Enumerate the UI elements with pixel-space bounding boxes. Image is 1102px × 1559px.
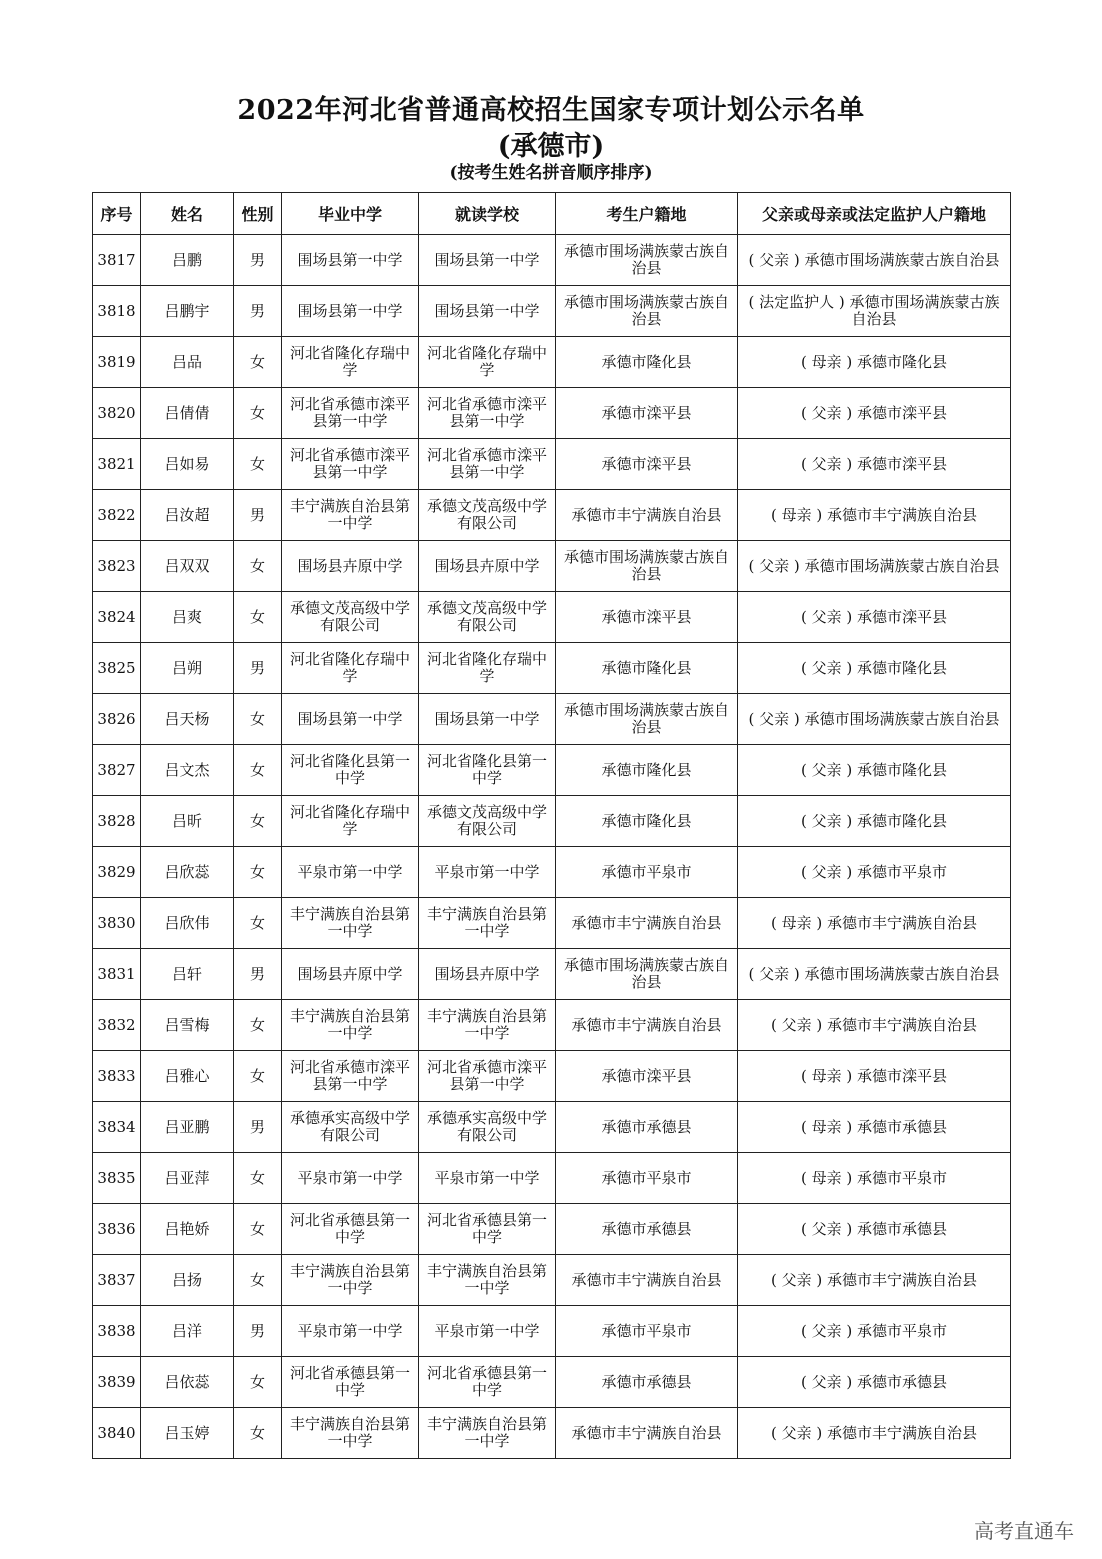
table-row — [93, 337, 1011, 388]
current-school-cell: 河北省承德市滦平县第一中学 — [419, 388, 556, 439]
gender-cell: 女 — [234, 541, 282, 592]
graduation-school-cell: 河北省承德市滦平县第一中学 — [282, 1051, 419, 1102]
name-cell: 吕双双 — [141, 541, 234, 592]
student-residence-cell: 承德市滦平县 — [556, 1051, 738, 1102]
gender-cell: 女 — [234, 1357, 282, 1408]
student-residence-cell: 承德市丰宁满族自治县 — [556, 1408, 738, 1459]
current-school-cell: 河北省隆化存瑞中学 — [419, 643, 556, 694]
graduation-school-cell: 承德文茂高级中学有限公司 — [282, 592, 419, 643]
gender-cell: 男 — [234, 1306, 282, 1357]
serial-number-cell: 3833 — [93, 1051, 141, 1102]
student-residence-cell: 承德市围场满族蒙古族自治县 — [556, 694, 738, 745]
student-residence-cell: 承德市承德县 — [556, 1204, 738, 1255]
guardian-residence-cell: ( 母亲 ) 承德市丰宁满族自治县 — [738, 898, 1011, 949]
guardian-residence-cell: ( 母亲 ) 承德市平泉市 — [738, 1153, 1011, 1204]
current-school-cell: 河北省隆化县第一中学 — [419, 745, 556, 796]
serial-number-cell: 3826 — [93, 694, 141, 745]
name-cell: 吕爽 — [141, 592, 234, 643]
current-school-cell: 围场县第一中学 — [419, 235, 556, 286]
graduation-school-cell: 围场县卉原中学 — [282, 949, 419, 1000]
name-cell: 吕亚萍 — [141, 1153, 234, 1204]
student-residence-cell: 承德市平泉市 — [556, 1153, 738, 1204]
gender-cell: 女 — [234, 1255, 282, 1306]
serial-number-cell: 3832 — [93, 1000, 141, 1051]
serial-number-cell: 3824 — [93, 592, 141, 643]
name-cell: 吕欣伟 — [141, 898, 234, 949]
serial-number-cell: 3820 — [93, 388, 141, 439]
student-residence-cell: 承德市围场满族蒙古族自治县 — [556, 541, 738, 592]
current-school-cell: 丰宁满族自治县第一中学 — [419, 1000, 556, 1051]
name-cell: 吕汝超 — [141, 490, 234, 541]
guardian-residence-cell: ( 父亲 ) 承德市承德县 — [738, 1204, 1011, 1255]
current-school-cell: 河北省承德县第一中学 — [419, 1204, 556, 1255]
watermark: 高考直通车 — [974, 1519, 1074, 1543]
gender-cell: 男 — [234, 235, 282, 286]
current-school-cell: 河北省承德市滦平县第一中学 — [419, 439, 556, 490]
name-cell: 吕扬 — [141, 1255, 234, 1306]
guardian-residence-cell: ( 父亲 ) 承德市丰宁满族自治县 — [738, 1000, 1011, 1051]
student-residence-cell: 承德市丰宁满族自治县 — [556, 1255, 738, 1306]
gender-cell: 女 — [234, 1051, 282, 1102]
table-row — [93, 745, 1011, 796]
gender-cell: 女 — [234, 796, 282, 847]
name-cell: 吕朔 — [141, 643, 234, 694]
serial-number-cell: 3840 — [93, 1408, 141, 1459]
guardian-residence-cell: ( 父亲 ) 承德市围场满族蒙古族自治县 — [738, 235, 1011, 286]
gender-cell: 男 — [234, 643, 282, 694]
table-row — [93, 388, 1011, 439]
graduation-school-cell: 平泉市第一中学 — [282, 847, 419, 898]
name-cell: 吕雪梅 — [141, 1000, 234, 1051]
graduation-school-cell: 丰宁满族自治县第一中学 — [282, 1255, 419, 1306]
current-school-cell: 平泉市第一中学 — [419, 847, 556, 898]
current-school-cell: 河北省承德市滦平县第一中学 — [419, 1051, 556, 1102]
table-row — [93, 643, 1011, 694]
current-school-cell: 丰宁满族自治县第一中学 — [419, 1408, 556, 1459]
name-cell: 吕亚鹏 — [141, 1102, 234, 1153]
name-cell: 吕倩倩 — [141, 388, 234, 439]
student-residence-cell: 承德市隆化县 — [556, 796, 738, 847]
gender-cell: 女 — [234, 847, 282, 898]
name-cell: 吕艳娇 — [141, 1204, 234, 1255]
name-cell: 吕品 — [141, 337, 234, 388]
guardian-residence-cell: ( 父亲 ) 承德市承德县 — [738, 1357, 1011, 1408]
graduation-school-cell: 丰宁满族自治县第一中学 — [282, 1408, 419, 1459]
column-header: 就读学校 — [419, 193, 556, 235]
serial-number-cell: 3821 — [93, 439, 141, 490]
table-body — [93, 235, 1011, 1459]
guardian-residence-cell: ( 父亲 ) 承德市隆化县 — [738, 745, 1011, 796]
guardian-residence-cell: ( 父亲 ) 承德市围场满族蒙古族自治县 — [738, 949, 1011, 1000]
graduation-school-cell: 平泉市第一中学 — [282, 1306, 419, 1357]
gender-cell: 男 — [234, 490, 282, 541]
guardian-residence-cell: ( 父亲 ) 承德市平泉市 — [738, 847, 1011, 898]
student-residence-cell: 承德市滦平县 — [556, 592, 738, 643]
guardian-residence-cell: ( 父亲 ) 承德市滦平县 — [738, 388, 1011, 439]
serial-number-cell: 3822 — [93, 490, 141, 541]
serial-number-cell: 3831 — [93, 949, 141, 1000]
guardian-residence-cell: ( 母亲 ) 承德市隆化县 — [738, 337, 1011, 388]
gender-cell: 男 — [234, 286, 282, 337]
column-header: 姓名 — [141, 193, 234, 235]
student-residence-cell: 承德市承德县 — [556, 1102, 738, 1153]
student-residence-cell: 承德市围场满族蒙古族自治县 — [556, 949, 738, 1000]
graduation-school-cell: 丰宁满族自治县第一中学 — [282, 898, 419, 949]
sort-note: (按考生姓名拼音顺序排序) — [449, 163, 653, 183]
guardian-residence-cell: ( 法定监护人 ) 承德市围场满族蒙古族自治县 — [738, 286, 1011, 337]
graduation-school-cell: 围场县第一中学 — [282, 694, 419, 745]
table-row — [93, 1102, 1011, 1153]
guardian-residence-cell: ( 父亲 ) 承德市平泉市 — [738, 1306, 1011, 1357]
current-school-cell: 承德文茂高级中学有限公司 — [419, 490, 556, 541]
graduation-school-cell: 围场县第一中学 — [282, 235, 419, 286]
graduation-school-cell: 河北省承德县第一中学 — [282, 1204, 419, 1255]
graduation-school-cell: 河北省承德市滦平县第一中学 — [282, 439, 419, 490]
gender-cell: 女 — [234, 898, 282, 949]
serial-number-cell: 3837 — [93, 1255, 141, 1306]
table-row — [93, 796, 1011, 847]
student-residence-cell: 承德市丰宁满族自治县 — [556, 898, 738, 949]
graduation-school-cell: 围场县第一中学 — [282, 286, 419, 337]
gender-cell: 女 — [234, 337, 282, 388]
current-school-cell: 围场县卉原中学 — [419, 541, 556, 592]
name-cell: 吕雅心 — [141, 1051, 234, 1102]
serial-number-cell: 3819 — [93, 337, 141, 388]
table-row — [93, 1051, 1011, 1102]
student-residence-cell: 承德市滦平县 — [556, 439, 738, 490]
student-residence-cell: 承德市承德县 — [556, 1357, 738, 1408]
serial-number-cell: 3827 — [93, 745, 141, 796]
table-row — [93, 541, 1011, 592]
name-cell: 吕鹏 — [141, 235, 234, 286]
serial-number-cell: 3839 — [93, 1357, 141, 1408]
table-row — [93, 1153, 1011, 1204]
student-residence-cell: 承德市滦平县 — [556, 388, 738, 439]
graduation-school-cell: 围场县卉原中学 — [282, 541, 419, 592]
graduation-school-cell: 平泉市第一中学 — [282, 1153, 419, 1204]
gender-cell: 女 — [234, 1408, 282, 1459]
table-row — [93, 235, 1011, 286]
gender-cell: 男 — [234, 949, 282, 1000]
column-header: 考生户籍地 — [556, 193, 738, 235]
graduation-school-cell: 河北省隆化存瑞中学 — [282, 796, 419, 847]
column-header: 性别 — [234, 193, 282, 235]
current-school-cell: 承德承实高级中学有限公司 — [419, 1102, 556, 1153]
table-header-row — [93, 193, 1011, 235]
name-cell: 吕天杨 — [141, 694, 234, 745]
name-cell: 吕洋 — [141, 1306, 234, 1357]
table-row — [93, 847, 1011, 898]
student-residence-cell: 承德市平泉市 — [556, 847, 738, 898]
guardian-residence-cell: ( 父亲 ) 承德市隆化县 — [738, 643, 1011, 694]
student-residence-cell: 承德市隆化县 — [556, 643, 738, 694]
gender-cell: 女 — [234, 1204, 282, 1255]
name-cell: 吕轩 — [141, 949, 234, 1000]
table-row — [93, 1204, 1011, 1255]
student-residence-cell: 承德市丰宁满族自治县 — [556, 1000, 738, 1051]
graduation-school-cell: 河北省承德市滦平县第一中学 — [282, 388, 419, 439]
graduation-school-cell: 河北省隆化县第一中学 — [282, 745, 419, 796]
table-row — [93, 1000, 1011, 1051]
guardian-residence-cell: ( 母亲 ) 承德市滦平县 — [738, 1051, 1011, 1102]
column-header: 序号 — [93, 193, 141, 235]
table-row — [93, 1306, 1011, 1357]
graduation-school-cell: 承德承实高级中学有限公司 — [282, 1102, 419, 1153]
table-row — [93, 949, 1011, 1000]
table-row — [93, 898, 1011, 949]
gender-cell: 女 — [234, 388, 282, 439]
gender-cell: 女 — [234, 745, 282, 796]
page-subtitle: (承德市) — [497, 131, 605, 162]
student-residence-cell: 承德市隆化县 — [556, 745, 738, 796]
student-residence-cell: 承德市丰宁满族自治县 — [556, 490, 738, 541]
guardian-residence-cell: ( 母亲 ) 承德市承德县 — [738, 1102, 1011, 1153]
guardian-residence-cell: ( 母亲 ) 承德市丰宁满族自治县 — [738, 490, 1011, 541]
graduation-school-cell: 河北省隆化存瑞中学 — [282, 643, 419, 694]
serial-number-cell: 3818 — [93, 286, 141, 337]
table-row — [93, 592, 1011, 643]
serial-number-cell: 3823 — [93, 541, 141, 592]
student-residence-cell: 承德市围场满族蒙古族自治县 — [556, 286, 738, 337]
table-row — [93, 1357, 1011, 1408]
table-row — [93, 490, 1011, 541]
guardian-residence-cell: ( 父亲 ) 承德市丰宁满族自治县 — [738, 1408, 1011, 1459]
student-residence-cell: 承德市隆化县 — [556, 337, 738, 388]
current-school-cell: 承德文茂高级中学有限公司 — [419, 796, 556, 847]
guardian-residence-cell: ( 父亲 ) 承德市滦平县 — [738, 592, 1011, 643]
serial-number-cell: 3828 — [93, 796, 141, 847]
gender-cell: 女 — [234, 592, 282, 643]
gender-cell: 女 — [234, 439, 282, 490]
name-cell: 吕文杰 — [141, 745, 234, 796]
guardian-residence-cell: ( 父亲 ) 承德市滦平县 — [738, 439, 1011, 490]
guardian-residence-cell: ( 父亲 ) 承德市围场满族蒙古族自治县 — [738, 694, 1011, 745]
serial-number-cell: 3830 — [93, 898, 141, 949]
graduation-school-cell: 河北省承德县第一中学 — [282, 1357, 419, 1408]
table-row — [93, 1255, 1011, 1306]
guardian-residence-cell: ( 父亲 ) 承德市隆化县 — [738, 796, 1011, 847]
name-cell: 吕如易 — [141, 439, 234, 490]
column-header: 毕业中学 — [282, 193, 419, 235]
roster-table — [92, 192, 1011, 1459]
serial-number-cell: 3836 — [93, 1204, 141, 1255]
serial-number-cell: 3835 — [93, 1153, 141, 1204]
current-school-cell: 河北省隆化存瑞中学 — [419, 337, 556, 388]
current-school-cell: 承德文茂高级中学有限公司 — [419, 592, 556, 643]
serial-number-cell: 3834 — [93, 1102, 141, 1153]
gender-cell: 男 — [234, 1102, 282, 1153]
current-school-cell: 平泉市第一中学 — [419, 1153, 556, 1204]
current-school-cell: 平泉市第一中学 — [419, 1306, 556, 1357]
page-title: 2022年河北省普通高校招生国家专项计划公示名单 — [237, 95, 865, 126]
gender-cell: 女 — [234, 1153, 282, 1204]
gender-cell: 女 — [234, 1000, 282, 1051]
serial-number-cell: 3825 — [93, 643, 141, 694]
graduation-school-cell: 丰宁满族自治县第一中学 — [282, 1000, 419, 1051]
name-cell: 吕欣蕊 — [141, 847, 234, 898]
current-school-cell: 河北省承德县第一中学 — [419, 1357, 556, 1408]
student-residence-cell: 承德市围场满族蒙古族自治县 — [556, 235, 738, 286]
serial-number-cell: 3838 — [93, 1306, 141, 1357]
serial-number-cell: 3829 — [93, 847, 141, 898]
table-row — [93, 286, 1011, 337]
guardian-residence-cell: ( 父亲 ) 承德市丰宁满族自治县 — [738, 1255, 1011, 1306]
student-residence-cell: 承德市平泉市 — [556, 1306, 738, 1357]
gender-cell: 女 — [234, 694, 282, 745]
current-school-cell: 丰宁满族自治县第一中学 — [419, 898, 556, 949]
table-row — [93, 694, 1011, 745]
table-row — [93, 439, 1011, 490]
current-school-cell: 丰宁满族自治县第一中学 — [419, 1255, 556, 1306]
name-cell: 吕依蕊 — [141, 1357, 234, 1408]
graduation-school-cell: 丰宁满族自治县第一中学 — [282, 490, 419, 541]
serial-number-cell: 3817 — [93, 235, 141, 286]
name-cell: 吕鹏宇 — [141, 286, 234, 337]
graduation-school-cell: 河北省隆化存瑞中学 — [282, 337, 419, 388]
guardian-residence-cell: ( 父亲 ) 承德市围场满族蒙古族自治县 — [738, 541, 1011, 592]
current-school-cell: 围场县第一中学 — [419, 286, 556, 337]
column-header: 父亲或母亲或法定监护人户籍地 — [738, 193, 1011, 235]
table-row — [93, 1408, 1011, 1459]
name-cell: 吕昕 — [141, 796, 234, 847]
name-cell: 吕玉婷 — [141, 1408, 234, 1459]
current-school-cell: 围场县卉原中学 — [419, 949, 556, 1000]
current-school-cell: 围场县第一中学 — [419, 694, 556, 745]
